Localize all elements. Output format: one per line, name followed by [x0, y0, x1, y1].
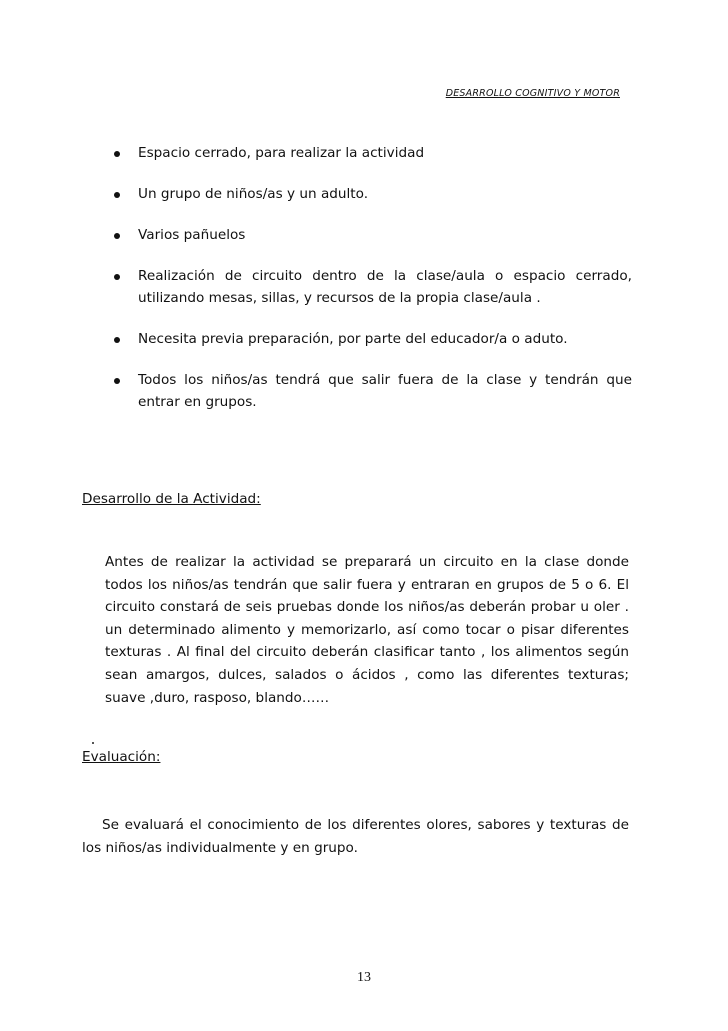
bullet-icon [114, 378, 120, 384]
bullet-icon [114, 337, 120, 343]
list-item-text: Todos los niños/as tendrá que salir fuera de la clase y tendrán que entrar en grupos. [138, 372, 632, 410]
list-item [112, 265, 632, 309]
list-item-text: Necesita previa preparación, por parte del educador/a o aduto. [138, 331, 568, 347]
list-item [112, 328, 632, 350]
page-number: 13 [357, 970, 371, 985]
bullet-icon [114, 192, 120, 198]
list-item [112, 224, 632, 246]
bullet-icon [114, 274, 120, 280]
list-item-text: Varios pañuelos [138, 227, 246, 243]
list-item-text: Realización de circuito dentro de la clase/aula o espacio cerrado, utilizando mesas, sillas, y recursos de la propia clase/aula . [138, 268, 632, 306]
list-item [112, 183, 632, 205]
materials-bullet-list [112, 142, 632, 432]
evaluacion-paragraph: Se evaluará el conocimiento de los diferentes olores, sabores y texturas de los niños/as individualmente y en grupo. [82, 817, 629, 856]
list-item [112, 142, 632, 164]
bullet-icon [114, 151, 120, 157]
list-item-text: Un grupo de niños/as y un adulto. [138, 186, 369, 202]
page-header: DESARROLLO COGNITIVO Y MOTOR [445, 88, 620, 99]
bullet-icon [114, 233, 120, 239]
desarrollo-paragraph: Antes de realizar la actividad se preparará un circuito en la clase donde todos los niños/as tendrán que salir fuera y entraran en grupos de 5 o 6. El circuito constará de seis pruebas donde los niños/as deberán probar u oler . un determinado alimento y memorizarlo, así como tocar o pisar diferentes texturas . Al final del circuito deberán clasificar tanto , los alimentos según sean amargos, dulces, salados o ácidos , como las diferentes texturas; suave ,duro, rasposo, blando…… [105, 554, 629, 706]
list-item [112, 369, 632, 413]
evaluacion-heading: Evaluación: [82, 749, 161, 765]
list-item-text: Espacio cerrado, para realizar la actividad [138, 145, 425, 161]
stray-mark [92, 742, 94, 744]
desarrollo-heading: Desarrollo de la Actividad: [82, 491, 261, 507]
